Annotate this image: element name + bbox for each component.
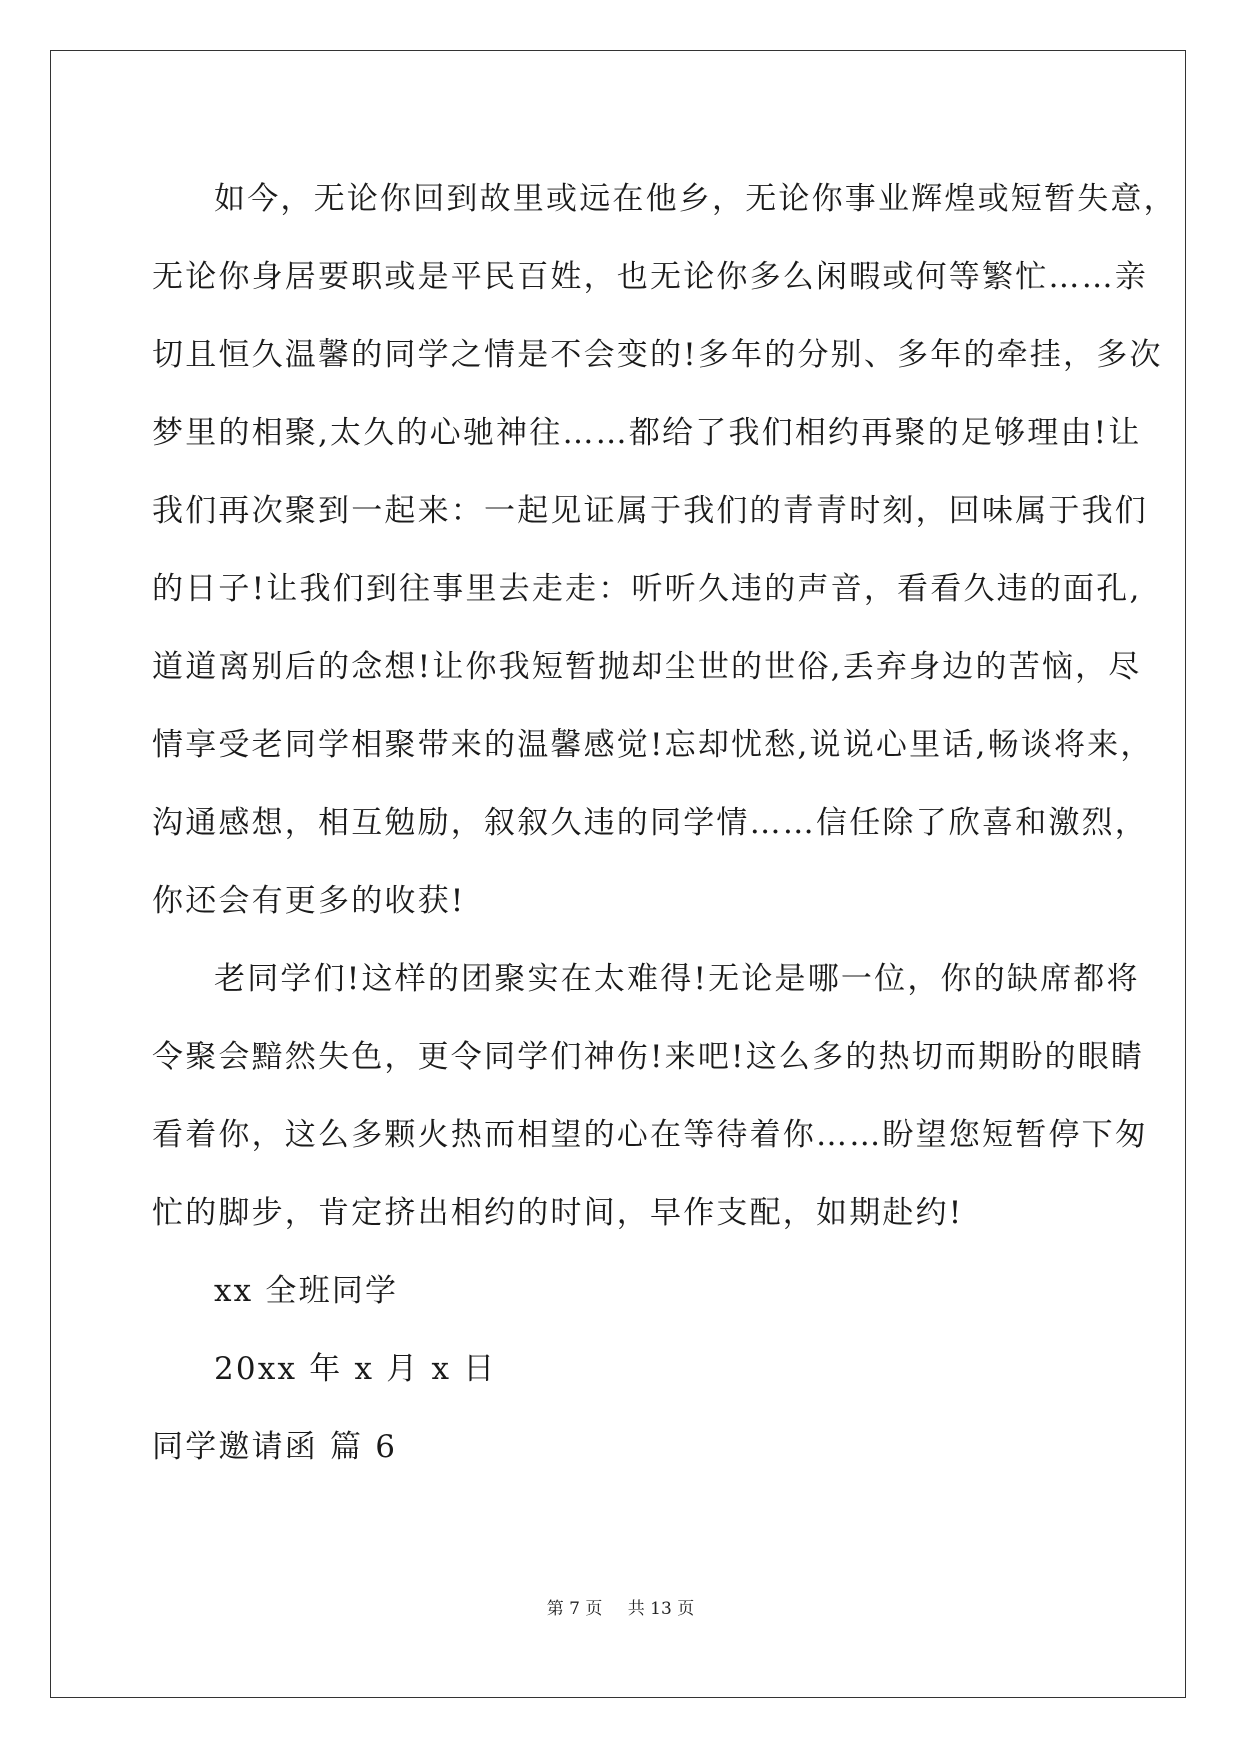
text-line: 切且恒久温馨的同学之情是不会变的!多年的分别、多年的牵挂，多次 [152, 337, 1163, 373]
text-line: 的日子!让我们到往事里去走走：听听久违的声音，看看久违的面孔, [152, 571, 1142, 607]
paragraph-2 [152, 940, 1148, 1252]
text-line: 老同学们!这样的团聚实在太难得!无论是哪一位，你的缺席都将 [214, 961, 1140, 997]
text-line: 道道离别后的念想!让你我短暂抛却尘世的世俗,丢弃身边的苦恼，尽 [152, 649, 1142, 685]
text-line: 你还会有更多的收获! [152, 883, 466, 919]
text-line: 我们再次聚到一起来：一起见证属于我们的青青时刻，回味属于我们 [152, 493, 1148, 529]
text-line: 梦里的相聚,太久的心驰神往……都给了我们相约再聚的足够理由!让 [152, 415, 1142, 451]
text-line: 沟通感想，相互勉励，叙叙久违的同学情……信任除了欣喜和激烈， [152, 805, 1148, 841]
page-number: 第 7 页 [546, 1599, 603, 1619]
date-line: 20xx 年 x 月 x 日 [214, 1351, 497, 1387]
text-line: 忙的脚步，肯定挤出相约的时间，早作支配，如期赴约! [152, 1195, 964, 1231]
text-line: 看着你，这么多颗火热而相望的心在等待着你……盼望您短暂停下匆 [152, 1117, 1148, 1153]
text-line: 令聚会黯然失色，更令同学们神伤!来吧!这么多的热切而期盼的眼睛 [152, 1039, 1145, 1075]
page-total: 共 13 页 [627, 1599, 695, 1619]
text-line: 如今，无论你回到故里或远在他乡，无论你事业辉煌或短暂失意， [214, 181, 1177, 217]
text-line: 无论你身居要职或是平民百姓，也无论你多么闲暇或何等繁忙……亲 [152, 259, 1148, 295]
page-footer [0, 1598, 1241, 1620]
document-body [152, 160, 1177, 1486]
section-heading: 同学邀请函 篇 6 [152, 1429, 398, 1465]
text-line: 情享受老同学相聚带来的温馨感觉!忘却忧愁,说说心里话,畅谈将来， [152, 727, 1154, 763]
signature: xx 全班同学 [214, 1273, 399, 1309]
paragraph-1 [152, 160, 1177, 940]
